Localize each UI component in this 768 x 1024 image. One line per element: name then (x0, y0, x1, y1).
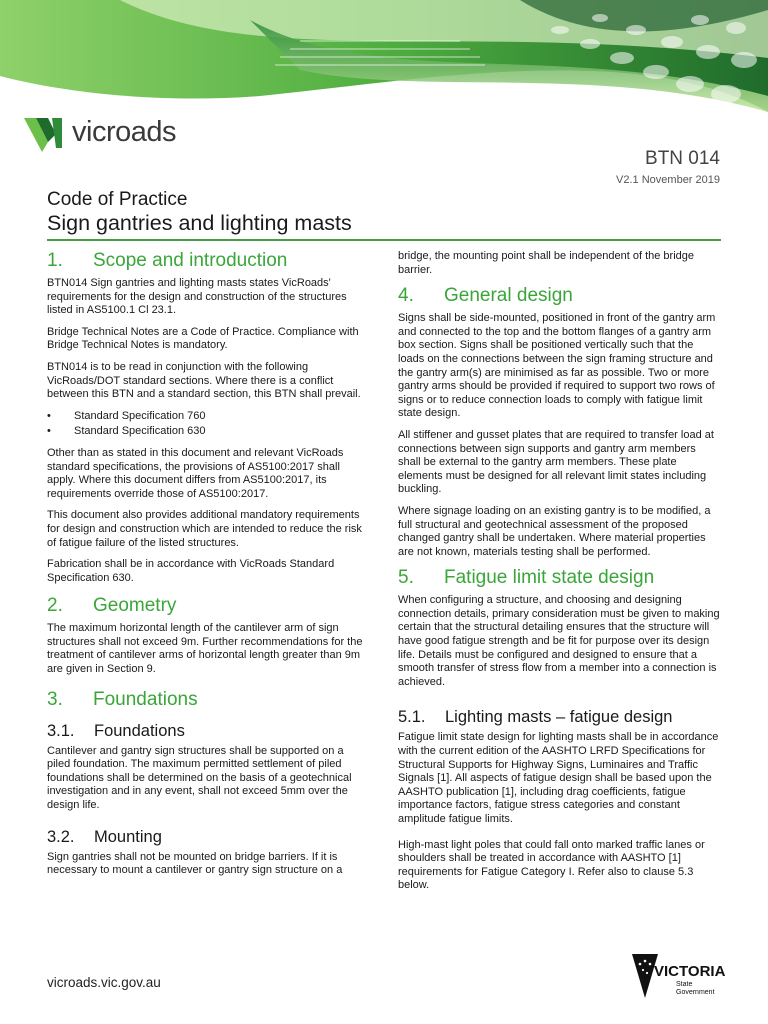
vicroads-mark-icon (22, 112, 70, 156)
paragraph: Bridge Technical Notes are a Code of Practice. Compliance with Bridge Technical Notes is mandatory. (47, 325, 359, 352)
paragraph: Signs shall be side-mounted, positioned in front of the gantry arm and connected to the top and the bottom flanges of a gantry arm box section. Signs shall be positioned vertically such that the loads on the connections between the sign framing structure and the gantry arm(s) are minimised as far as possible. Two or more gantry arms should be provided if required to support two rows of signs or to reduce connection loads to comply with fatigue limit state design. (398, 312, 716, 420)
section-5-heading: 5. Fatigue limit state design (398, 567, 655, 589)
paragraph: The maximum horizontal length of the cantilever arm of sign structures shall not exceed 9m. Further recommendations for the treatment of cantilever arms of horizontal length greater than 9m are given in Section 9. (47, 622, 363, 676)
paragraph: High-mast light poles that could fall onto marked traffic lanes or shoulders shall be treated in accordance with AASHTO [1] requirements for Fatigue Category I. Refer also to clause 5.3 below. (398, 838, 705, 892)
svg-text:State: State (676, 981, 693, 988)
title-divider (47, 239, 721, 241)
vicroads-logo (22, 112, 176, 156)
paragraph: BTN014 is to be read in conjunction with the following VicRoads/DOT standard sections. Where there is a conflict between this BTN and a standard section, this BTN shall prevail. (47, 360, 361, 401)
document-version: V2.1 November 2019 (616, 174, 720, 186)
page-title: Sign gantries and lighting masts (47, 211, 352, 235)
paragraph: Fatigue limit state design for lighting masts shall be in accordance with the current edition of the AASHTO LRFD Specifications for Structural Supports for Highway Signs, Luminaires and Traffic Signals [1]. All aspects of fatigue design shall be based upon the AASHTO publication [1], including drag coefficients, fatigue importance factors, fatigue stress categories and constant amplitude fatigue limits. (398, 731, 719, 825)
section-3-2-heading: 3.2. Mounting (47, 827, 162, 846)
document-type: Code of Practice (47, 189, 188, 210)
section-3-heading: 3. Foundations (47, 688, 198, 710)
website-link[interactable]: vicroads.vic.gov.au (47, 975, 161, 990)
paragraph: Sign gantries shall not be mounted on bridge barriers. If it is necessary to mount a cantilever or gantry sign structure on a (47, 850, 343, 877)
vicroads-wordmark: vicroads (72, 116, 176, 148)
section-5-1-heading: 5.1. Lighting masts – fatigue design (398, 708, 673, 727)
paragraph: Other than as stated in this document and relevant VicRoads standard specifications, the provisions of AS5100:2017 shall apply. Where this document differs from AS5100:2017, its requirements override those of AS5100:2017. (47, 446, 344, 500)
section-4-heading: 4. General design (398, 285, 573, 307)
victoria-state-government-logo (632, 952, 728, 1000)
paragraph: BTN014 Sign gantries and lighting masts states VicRoads' requirements for the design and construction of the structures listed in AS5100.1 Cl 23.1. (47, 277, 347, 317)
header-banner-graphic (0, 0, 768, 112)
list-item: • Standard Specification 630 (47, 425, 369, 439)
paragraph: bridge, the mounting point shall be independent of the bridge barrier. (398, 250, 694, 276)
section-2-heading: 2. Geometry (47, 595, 177, 617)
svg-text:Government: Government (676, 989, 715, 996)
right-column (398, 250, 720, 901)
paragraph: When configuring a structure, and choosing and designing connection details, primary consideration must be given to making certain that the structural detailing ensures that the structure will have good fatigue strength and be fit for purpose over its design life. Details must be configured and designed to ensure that a smooth transfer of stress flow from a member into a connection is achieved. (398, 594, 720, 688)
section-1-heading: 1. Scope and introduction (47, 250, 288, 271)
svg-text:VICTORIA: VICTORIA (654, 963, 726, 980)
paragraph: Cantilever and gantry sign structures shall be supported on a piled foundation. The maximum permitted settlement of piled foundations shall be determined on the basis of a geotechnical investigation and in any event, shall not exceed 5mm over the design life. (47, 744, 352, 812)
paragraph: Fabrication shall be in accordance with VicRoads Standard Specification 630. (47, 558, 335, 584)
paragraph: Where signage loading on an existing gantry is to be modified, a full structural and geotechnical assessment of the proposed changed gantry shall be undertaken. Where material properties are not known, materials testing shall be performed. (398, 504, 711, 558)
paragraph: All stiffener and gusset plates that are required to transfer load at connections between sign supports and gantry arm members shall be external to the gantry arm members. These plate elements must be designed for all relevant limit states including buckling. (398, 428, 714, 496)
left-column (47, 250, 369, 886)
list-item: • Standard Specification 760 (47, 410, 369, 424)
paragraph: This document also provides additional mandatory requirements for design and construction which are intended to reduce the risk of fatigue failure of the listed structures. (47, 509, 362, 549)
document-code: BTN 014 (645, 148, 720, 169)
standard-sections-list (47, 410, 369, 439)
section-3-1-heading: 3.1. Foundations (47, 721, 185, 740)
